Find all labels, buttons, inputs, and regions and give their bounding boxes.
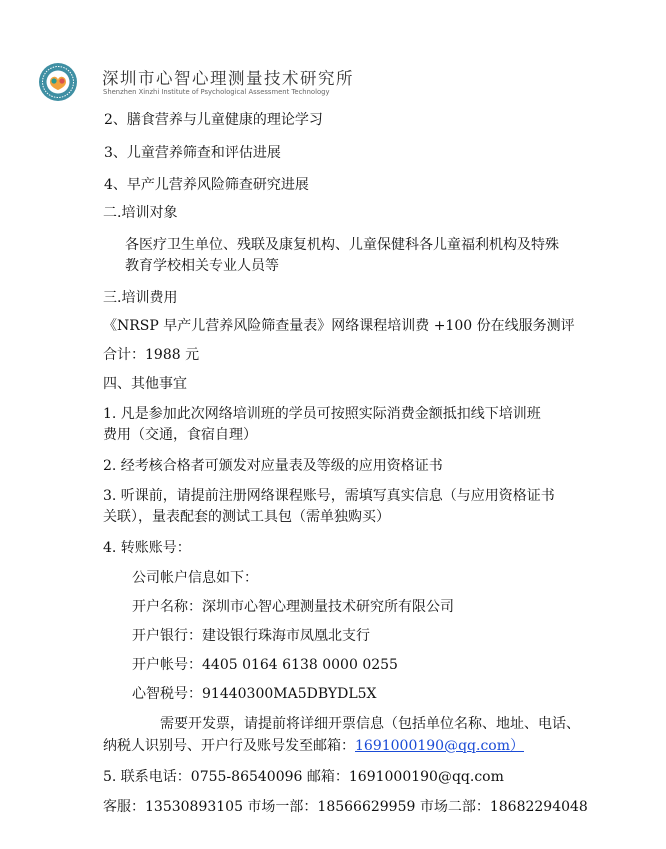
section-4-title: 四、其他事宜 xyxy=(103,376,187,392)
invoice-email-link[interactable]: 1691000190@qq.com） xyxy=(355,738,524,754)
org-name-en: Shenzhen Xinzhi Institute of Psychological Assessment Technology xyxy=(103,88,330,96)
note-1-line-2: 费用（交通，食宿自理） xyxy=(103,427,257,443)
fee-total: 合计：1988 元 xyxy=(103,347,200,363)
item-2: 2、膳食营养与儿童健康的理论学习 xyxy=(104,112,323,128)
tax-id: 心智税号：91440300MA5DBYDL5X xyxy=(132,686,377,702)
note-2: 2. 经考核合格者可颁发对应量表及等级的应用资格证书 xyxy=(103,458,443,474)
note-5-contact: 5. 联系电话：0755-86540096 邮箱：1691000190@qq.com xyxy=(103,769,504,785)
institute-logo xyxy=(38,62,78,102)
note-3-line-2: 关联），量表配套的测试工具包（需单独购买） xyxy=(103,509,390,525)
item-3: 3、儿童营养筛查和评估进展 xyxy=(104,145,281,161)
note-4: 4. 转账账号： xyxy=(103,540,191,556)
section-3-title: 三.培训费用 xyxy=(103,290,178,306)
invoice-line-1: 需要开发票，请提前将详细开票信息（包括单位名称、地址、电话、 xyxy=(160,716,580,732)
account-bank: 开户银行：建设银行珠海市凤凰北支行 xyxy=(132,628,370,644)
item-4: 4、早产儿营养风险筛查研究进展 xyxy=(104,177,309,193)
fee-description: 《NRSP 早产儿营养风险筛查量表》网络课程培训费 +100 份在线服务测评 xyxy=(103,318,575,334)
section-2-body-line-2: 教育学校相关专业人员等 xyxy=(125,258,279,274)
account-number: 开户帐号：4405 0164 6138 0000 0255 xyxy=(132,657,398,673)
account-header: 公司帐户信息如下： xyxy=(132,570,258,586)
note-3-line-1: 3. 听课前，请提前注册网络课程账号，需填写真实信息（与应用资格证书 xyxy=(103,488,555,504)
customer-service: 客服：13530893105 市场一部：18566629959 市场二部：18682294048 xyxy=(103,799,588,815)
invoice-line-2 xyxy=(103,736,524,756)
org-name-cn: 深圳市心智心理测量技术研究所 xyxy=(102,69,354,88)
account-name: 开户名称：深圳市心智心理测量技术研究所有限公司 xyxy=(132,599,454,615)
note-1-line-1: 1. 凡是参加此次网络培训班的学员可按照实际消费金额抵扣线下培训班 xyxy=(103,406,541,422)
section-2-title: 二.培训对象 xyxy=(103,205,178,221)
invoice-line-2-text: 纳税人识别号、开户行及账号发至邮箱： xyxy=(103,738,355,754)
section-2-body-line-1: 各医疗卫生单位、残联及康复机构、儿童保健科各儿童福利机构及特殊 xyxy=(125,237,559,253)
